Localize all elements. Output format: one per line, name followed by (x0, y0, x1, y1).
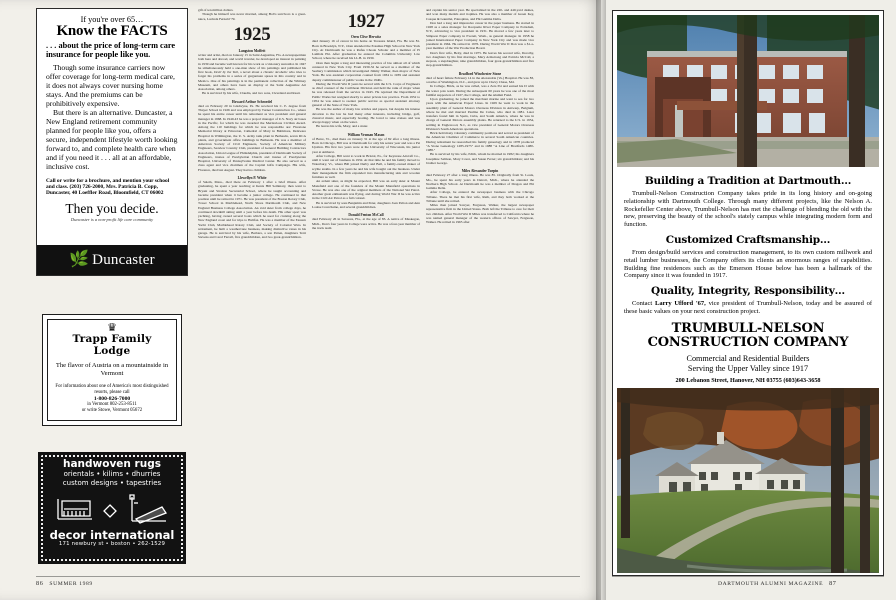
year-heading-1925: 1925 (233, 23, 271, 45)
obituary-herwitz-p5: He leaves his wife, Mary, and a sister. (316, 124, 369, 129)
leaf-logo-icon: 🌿 (69, 251, 90, 268)
trapp-name-line2: Lodge (93, 344, 131, 357)
right-page-footer: DARTMOUTH ALUMNI MAGAZINE 87 (718, 580, 837, 587)
obituary-white-p1: of Salem, Mass., died there on February 1 after a brief illness. After graduating, he spent a year teaching at Kents Hill Seminary, then went to Bryant and Stratton Secretarial School, where he taught accounting and became president when it became a junior college. He continued in that position until he retired in 1971. He was president of the Boston Rotary Club, Tower School in Marblehead, North Shore Dartmouth Club, and New England Business College Association. An avid skier from college days, he continued downhill skiing until a year before his death. His other sport was yachting, having owned several boats which he used for cruising along the New England coast and for trips to Halifax. He was a member of the Eastern Yacht Club, Marblehead Rotary Club, and Society of Colonial Wars. In retirement, he built a weathervane business, making distinctive vanes in his garage. He is survived by his wife, Barbara, a son Patten, daughters Terri Stevens and Carol Farrell, five grandchildren, and two great-grandchildren. (198, 180, 306, 240)
trumbull-heading-2: Customized Craftsmanship… (665, 233, 831, 246)
crown-icon: ♛ (107, 322, 117, 334)
obituary-turpin-p2: After College, he entered the newspaper business with the Chicago Tribune. There he met his first wife, Ruth, and they both worked at the Tribune until she retired. (426, 190, 534, 203)
ad-decor-international[interactable] (38, 452, 186, 564)
rockefeller-center-photo (617, 15, 879, 167)
emerson-house-photo (617, 388, 879, 573)
obituary-schroedel-p1: died on February 20 in Gladwyne, Pa. He received his C. E. degree from Thayer School in 1926 and was employed by Turner Construction Co., where he spent his entire career until his retirement as vice president and general manager in 1968. In 1940-43 he was a project manager of U.S. Navy air bases in the Pacific, for which he was awarded the Meritorious Civilian Award. Among the 110 buildings for which he was responsible are: Firestone Memorial library at Princeton, Cathedral of Mary in Baltimore, Delaware Hospital in Wilmington, the U. S. Army tank plant in Bethesda, seven RCA plants, and government office buildings in Bethesda. He was a member of American Society of Civil Engineers, Society of American Military Engineers, Seaview Country Club, president of General Building Contractors Association, Union League of Philadelphia, president of Dartmouth Society of Engineers, trustee of Presbyterian Church and trustee of Presbyterian Hospital, University of Pennsylvania Medical Center. He also served as a class agent and vice chairman of the Capital Gifts Campaign. His wife, Florence, died last August. They had no children. (198, 103, 306, 172)
column-1925 (198, 8, 306, 240)
obituary-herwitz-p4: He was the author of many law articles and papers, but despite his intense devotion to the law he had many other interests, including bridge, golf, classical music, and especially boating. He loved to take cruises and was always happy when on the water. (312, 107, 420, 124)
obituary-name-turpin: Miles Alexander Turpin (461, 169, 499, 173)
obituary-mason-p2: After College, Bill went to work in Bristol, Pa., for Keystone Aircraft Co., until it went out of business in 1932. At that time he and his family moved to Waterbury, Vt., where Bill joined Derby and Ball, a family-owned maker of scythe snaths. In a few years he and his wife bought out the business. Under their management the firm expanded into manufacturing skis and wooden furniture as well. (312, 153, 420, 179)
year-heading-1927: 1927 (347, 11, 385, 32)
trumbull-address: 200 Lebanon Street, Hanover, NH 03755 (603)643-3658 (675, 376, 821, 384)
obituary-herwitz-p2: Oren then began a long and interesting practice of law almost all of which centered in New York City. From 1930-32 he served as a member of the Seabury Commission which investigated Jimmy Walker, then mayor of New York. He was assistant corporation counsel from 1934 to 1939 and assistant deputy commissioner of public works in the 1940s. (312, 60, 420, 82)
rug-illustration-icon (44, 489, 180, 529)
obituary-herwitz-p3: During the World War II years he served with the U.S. Corps of Engineers as chief counsel of the Caribbean Division and held the rank of major when he was released from the service in 1945. He rejoined the Department of Public Works but resigned shortly to enter private law practice. From 1952 to 1954 he was asked to reenter public service as special assistant attorney general of the State of New York. (312, 81, 420, 107)
trumbull-para-2: From design/build services and construction management, to its own custom millwork and retail lumber businesses, the Company offers its clients an enormous ranges of capabilities. Building fine residences such as the Emerson House below has been a hallmark of the Company since it was founded in 1917. (624, 248, 873, 280)
obituary-mason-p4: He is survived by sons Benjamin and Peter, daughters Joan Pelton and Ann Louise Courchaine, and several grandchildren. (312, 200, 420, 209)
obituary-turpin-p1: died February 27 after a long illness. He was 85. Originally from St. Louis, Mo., he spent his early years in Detroit, Mich., where he attended the Northern High School. At Dartmouth he was a member of Dragon and Phi Gamma Delta. (426, 173, 534, 190)
duncaster-headline: Know the FACTS (56, 23, 168, 39)
column-1927 (312, 8, 420, 230)
obituary-name-mason: William Vroman Mason (347, 132, 385, 137)
obituary-turpin-p3: Miles then joined Sawyer, Ferguson, Walker, the largest newspaper representative firm in the United States. Both left the Tribune to care for their two children. After World War II Miles was transferred to California where he was named general manager of the western offices of Sawyer, Ferguson, Walker. He retired in 1965 after (426, 203, 534, 224)
ad-duncaster[interactable] (36, 8, 188, 276)
trumbull-tagline-2: Serving the Upper Valley since 1917 (687, 363, 809, 373)
left-page-number: 86 SUMMER 1989 (36, 580, 93, 587)
trapp-name-line1: Trapp Family (72, 333, 152, 345)
duncaster-contact: Call or write for a brochure, and mention your school and class. (203) 726-2000, Mrs. Patricia B. Copp, Duncaster, 40 Loeffler Road, Bloomfield, CT 06002 (46, 177, 170, 197)
column-continuation (426, 8, 534, 224)
obituary-name-schroedel: Howard Arthur Schroedel (231, 99, 273, 104)
obituary-stone-p5: He is survived by his wife, Edith, whom he married in 1982; his daughters Josephine Salmon, Mary Cover, and Susan Ferrer; six grandchildren; and his brother George. (426, 152, 534, 165)
trumbull-heading-1: Building a Tradition at Dartmouth… (644, 175, 852, 187)
duncaster-para2: But there is an alternative. Duncaster, a New England retirement community planned for people like you, offers a secure, independent lifestyle worth looking forward to, and complete health care when and if you need it . . . all at an affordable, inclusive cost. (46, 107, 178, 171)
right-footer-rule (612, 576, 884, 577)
obituary-name-white: Llewellyn P. White (237, 175, 267, 180)
duncaster-brand-bar (37, 245, 187, 275)
ad-trapp-family-lodge[interactable] (42, 314, 182, 426)
trumbull-tagline-1: Commercial and Residential Builders (686, 353, 810, 363)
obituary-mason-p3: An ardent skier, as might be expected, Bill was an early skier at Mount Mansfield and one of the founders of the Mount Mansfield operations in Stowe. He was also one of the original members of the National Ski Patrol. Another great enthusiasm was flying, and during World War II he was active in the Civil Air Patrol as a full colonel. (312, 179, 420, 201)
duncaster-para1: Though some insurance carriers now offer coverage for long-term medical care, it does not always cover nursing home stays. And the premiums can be prohibitively expensive. (46, 62, 175, 108)
obituary-name-mccall: Donald Fenton McCall (348, 213, 384, 217)
decor-sub1: orientals • kilims • dhurries (63, 470, 161, 478)
obituary-stone-p3: Upon graduating, he joined the merchant marine and went to sea for two years with the American Export Lines. In 1929 he went to work in the assembly plant of General Motors Overseas Division in Antwerp, Belgium, where he met and married Paulina De Cubas, who died in 1981. Later transfers found him in Spain, Cuba, and South America, where he was in charge of General Motors assembly plants. He returned to the U.S. in 1954, settling in Englewood, N.J., as vice president of General Motors Overseas Division's South American operations. (426, 97, 534, 131)
obituary-stone-p2: In College, Brick, as he was called, was a Zeta Psi and earned his D with the water polo team. During the subsequent 60 years he was one of the most faithful supporters of 1927, the College, and the Alumni Fund. (426, 84, 534, 97)
col4-p2: Don had a long and impressive career in the paper business. He started in 1928 as a sales manager for Racquette River Paper Company in Pottsdam, N.Y., advancing to vice president in 1931. He moved a few years later to Simpson Paper company in Everett, Wash., as general manager. In 1958 he joined International Paper Company in New York City and was made vice president in 1964. He retired in 1976. During World War II Don was a $1-a-year member of the War Production Board. (426, 20, 534, 51)
col4-p3: Don's first wife, Betty, died in 1975. He leaves his second wife, Dorothy, two daughters by his first marriage, Mary Armstrong and Patricia McCall, a stepson, a stepdaughter, nine grandchildren, four great-grandchildren and five step-grandchildren. (426, 50, 534, 68)
page-gutter (596, 0, 606, 600)
duncaster-body (46, 63, 178, 171)
left-footer-rule (36, 576, 580, 577)
col2-cont2: Though he himself was never married, among Bob's survivors is a great-niece, Lucinda Fernald '79. (198, 12, 306, 21)
trapp-vt-phone: in Vermont 802-253-8511 (87, 402, 137, 408)
duncaster-brand: Duncaster (92, 251, 155, 268)
duncaster-slogan: Duncaster is a non-profit life care community (70, 216, 154, 222)
trumbull-para-3: Contact Larry Ufford '67, vice president of Trumbull-Nelson, today and be assured of these basic values on your next construction project. (624, 300, 872, 315)
decor-sub2: custom designs • tapestries (62, 478, 162, 487)
obituary-stone-p4: Brick held many voluntary community positions and served as president of the American Chamber of Commerce in several South American countries. During retirement he researched his family genealogy and in 1978 produced "A Stone Genealogy 1285-1975" and in 1988 "A Line of Bradfords 1480-1988." (426, 131, 534, 152)
obituary-name-herwitz: Oren Clive Herwitz (350, 35, 382, 39)
trumbull-copy (613, 167, 883, 384)
obituary-name-moffett: Langston Moffett (238, 48, 266, 53)
col4-p1: and captain his senior year. He specialized in the 220- and 440-yard dashes, and won many medals and trophies. He was also a member of Green Key, Casque & Gauntlet, Paleopitus, and Phi Gamma Delta. (426, 8, 534, 21)
trapp-write: or write Stowe, Vermont 05672 (81, 408, 143, 414)
ad-trumbull-nelson[interactable] (612, 10, 884, 576)
obituary-mccall-p1: died February 26 in Sarasota, Fla., at the age of 83. A native of Muskegon, Mich., Don's four years in College were active. He was a four-year member of the track team (312, 217, 420, 230)
obituary-name-stone: Bradford Winchester Stone (458, 71, 502, 76)
decor-brand: decor international (49, 528, 175, 543)
duncaster-line1: If you're over 65… (80, 15, 144, 24)
trapp-flavor: The flavor of Austria on a mountainside in Vermont (55, 362, 169, 378)
duncaster-tagline: Then you decide. (65, 200, 159, 216)
trapp-info: For information about one of America's most distinguished resorts, please call (55, 383, 169, 396)
obituary-moffett-p1: writer and artist, died on January 15 in Saint Augustine, Fla. A newspaperman both here and abroad, and world traveler, he developed an interest in painting in 1939 and became well known for his work as a visionary surrealist. In 1947 he simultaneously held a one-man show of his paintings and published his first book, Devil by the Tail, a novel about a chronic alcoholic who tries to forget his problems in a series of gargantuan sprees in this country and in Mexico. One of his paintings is in the permanent collection of the Whitney Museum, and others have been on display at the Saint Augustine Art Association, among others. (198, 53, 306, 91)
trumbull-company-line1: TRUMBULL-NELSON (671, 320, 825, 336)
obituary-stone-p1: died of heart failure February 14 in the Alexandria (Va.) Hospital. He was 83, a native of Washington, D.C., and grew up in Chevy Chase, Md. (426, 75, 534, 84)
col2-cont: gift of ten million dollars. (198, 8, 234, 12)
decor-address: 171 newbury st • boston • 262-1529 (58, 541, 166, 548)
trumbull-company-line2: CONSTRUCTION COMPANY (647, 335, 849, 351)
obituary-herwitz-p1: died January 16 of cancer in his home on Treasure Island, Fla. He was 81. Born in Brooklyn, N.Y., Oren attended the Erasmus High School in New York City. At Dartmouth he was a Rufus Choate Scholar and a member of Pi Lambda Phi. After graduation he entered the Columbia University Law School, where he received his LL.B. in 1930. (312, 39, 420, 61)
obituary-moffett-p2: He is survived by his wife, Claudia, and two sons, Cleveland and Read. (202, 91, 301, 96)
trapp-phone: 1-800-826-7000 (93, 396, 131, 403)
duncaster-subhead: . . . about the price of long-term care insurance for people like you. (46, 41, 176, 60)
trumbull-para-1: Trumbull-Nelson Construction Company takes pride in its long history and on-going relationship with Dartmouth College. Through many different projects, like the Nelson A. Rockefeller Center above, Trumbull-Nelson has met the challenge of blending the old with the new, preserving the beauty of the school's stately campus while integrating modern form and function. (624, 190, 873, 229)
decor-headline: handwoven rugs (63, 458, 161, 470)
trumbull-heading-3: Quality, Integrity, Responsibility… (651, 285, 845, 298)
obituary-mason-p1: of Barre, Vt., died there on January 31 at the age of 82 after a long illness. Born in Chicago, Bill was at Dartmouth for only his senior year and was a Psi Upsilon. His first two years were at the University of Wisconsin, his junior year at Amherst. (312, 136, 420, 154)
